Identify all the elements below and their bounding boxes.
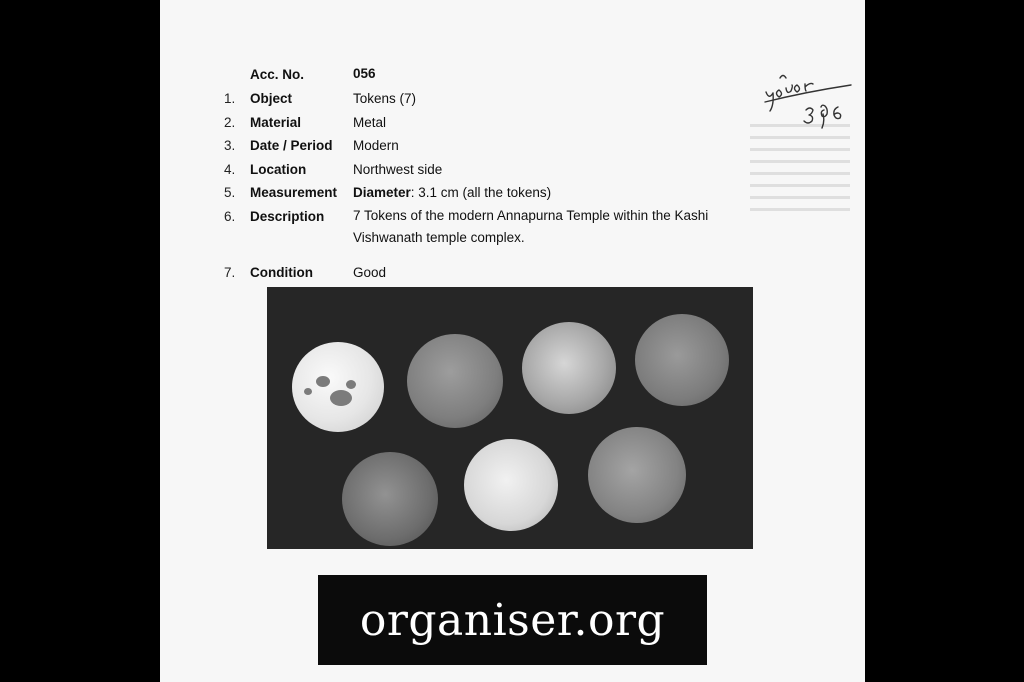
field-number: 1. [224,91,236,106]
field-number: 5. [224,185,236,200]
description-line-2: Vishwanath temple complex. [353,230,525,245]
field-label: Condition [250,265,313,280]
field-label: Material [250,115,302,130]
tokens-photo [267,287,753,549]
field-label: Measurement [250,185,338,200]
token-5 [342,452,438,546]
description-text [353,205,753,249]
watermark-banner: organiser.org [318,575,707,665]
token-6 [464,439,558,531]
field-value: Tokens (7) [353,91,417,106]
field-number: 4. [224,162,236,177]
measurement-key: Diameter [353,185,411,200]
token-3 [522,322,616,414]
field-number: 6. [224,209,236,224]
field-number: 3. [224,138,236,153]
acc-no-value: 056 [353,66,376,81]
field-label: Object [250,91,293,106]
field-value: Metal [353,115,387,130]
field-value: Modern [353,138,399,153]
token-4 [635,314,729,406]
description-line-1: 7 Tokens of the modern Annapurna Temple within the Kashi [353,208,709,223]
token-1 [292,342,384,432]
token-7 [588,427,686,523]
field-label: Description [250,209,325,224]
field-number: 7. [224,265,236,280]
acc-no-label: Acc. No. [250,67,305,82]
field-value: Good [353,265,387,280]
handwritten-note [760,50,865,150]
field-value: Northwest side [353,162,443,177]
token-2 [407,334,503,428]
field-number: 2. [224,115,236,130]
field-label: Date / Period [250,138,333,153]
field-label: Location [250,162,307,177]
field-value [353,185,551,200]
measurement-detail: : 3.1 cm (all the tokens) [410,185,552,200]
